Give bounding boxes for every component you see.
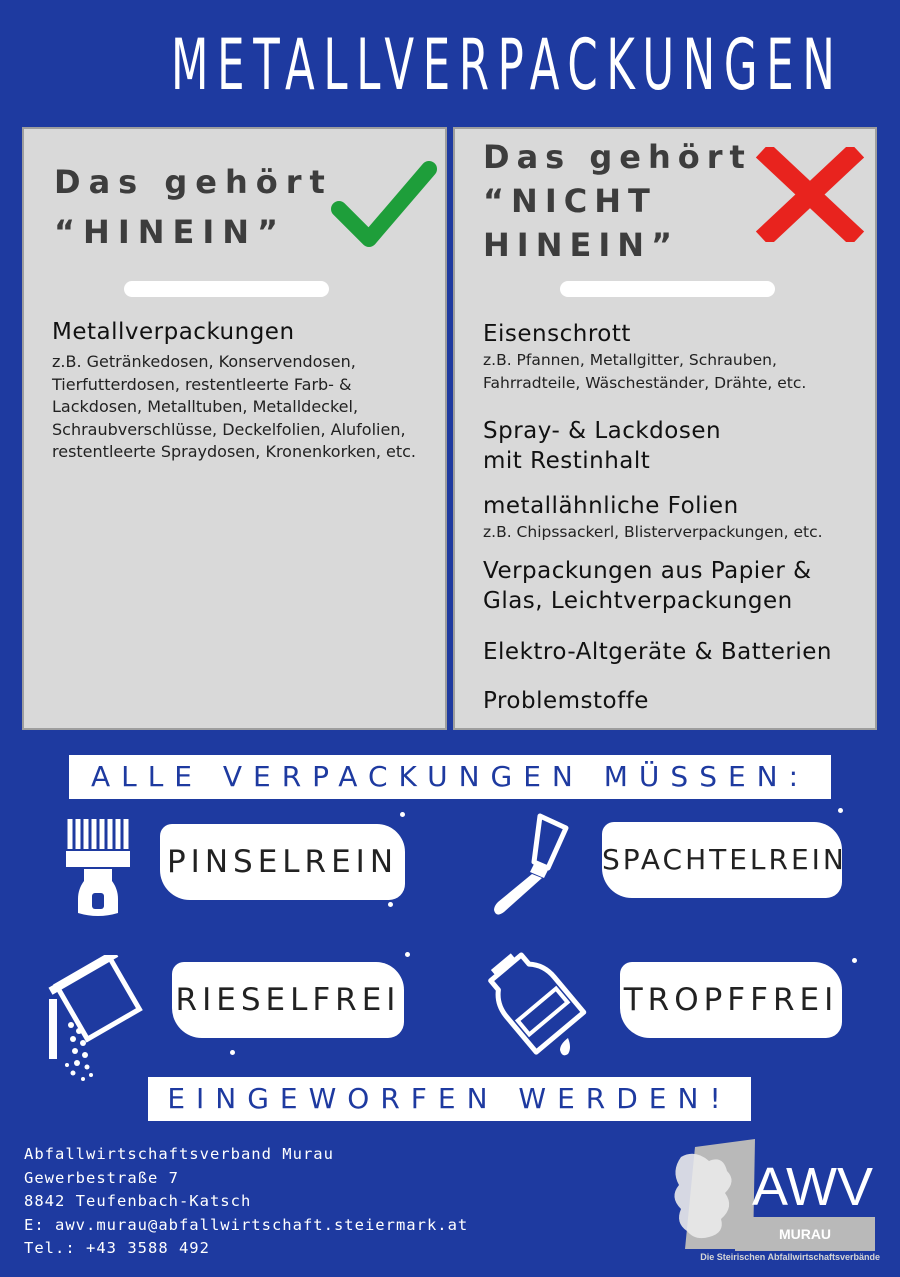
not-allowed-item-title: Spray- & Lackdosen mit Restinhalt: [483, 418, 722, 474]
badge-spachtelrein: [602, 822, 847, 898]
allowed-items: [52, 317, 432, 464]
contact-info: [24, 1143, 469, 1261]
badge-rieselfrei: [172, 962, 404, 1038]
paintbrush-icon: [58, 815, 138, 920]
panel-not-allowed: [453, 127, 877, 730]
pouring-container-icon: [45, 955, 150, 1085]
not-allowed-heading-line1: Das gehört: [483, 138, 752, 176]
brush-divider: [560, 281, 775, 297]
paint-splatter: [405, 952, 410, 957]
not-allowed-heading-line2: “NICHT: [483, 182, 657, 220]
badge-tropffrei-label: TROPFFREI: [623, 982, 839, 1018]
not-allowed-item: [483, 556, 873, 616]
not-allowed-item: [483, 319, 873, 394]
logo-sub: MURAU: [778, 1226, 832, 1242]
requirements-banner: ALLE VERPACKUNGEN MÜSSEN:: [69, 755, 831, 799]
allowed-heading-line1: Das gehört: [54, 163, 333, 201]
phone-number[interactable]: Tel.: +43 3588 492: [24, 1239, 210, 1257]
not-allowed-item: [483, 686, 873, 716]
not-allowed-heading-line3: HINEIN”: [483, 226, 680, 264]
city-address: 8842 Teufenbach-Katsch: [24, 1192, 252, 1210]
checkmark-icon: [329, 159, 439, 254]
street-address: Gewerbestraße 7: [24, 1168, 179, 1187]
bottle-drip-icon: [478, 950, 588, 1062]
email-address[interactable]: E: awv.murau@abfallwirtschaft.steiermark.at: [24, 1215, 469, 1234]
paint-splatter: [400, 812, 405, 817]
disposal-banner: EINGEWORFEN WERDEN!: [148, 1077, 751, 1121]
page-title: METALLVERPACKUNGEN: [171, 24, 844, 106]
allowed-item-examples: z.B. Getränkedosen, Konservendosen, Tierfutterdosen, restentleerte Farb- & Lackdosen, Metalltuben, Metalldeckel, Schraubverschlüsse, Deckelfolien, Alufolien, restentleerte Spraydosen, Kronenkorken, etc.: [52, 352, 416, 461]
cross-icon: [755, 147, 865, 242]
paint-splatter: [838, 808, 843, 813]
awv-logo: [665, 1137, 880, 1267]
not-allowed-item: [483, 416, 873, 476]
logo-tagline: Die Steirischen Abfallwirtschaftsverbände: [700, 1252, 880, 1262]
not-allowed-heading: [483, 135, 773, 267]
badge-rieselfrei-label: RIESELFREI: [175, 982, 401, 1018]
spatula-icon: [490, 812, 570, 920]
not-allowed-item-examples: z.B. Pfannen, Metallgitter, Schrauben, Fahrradteile, Wäscheständer, Drähte, etc.: [483, 351, 807, 392]
allowed-heading: [54, 157, 354, 257]
not-allowed-item-title: Problemstoffe: [483, 688, 649, 714]
paint-splatter: [852, 958, 857, 963]
not-allowed-item-title: Elektro-Altgeräte & Batterien: [483, 639, 832, 665]
not-allowed-item-title: Verpackungen aus Papier & Glas, Leichtverpackungen: [483, 558, 812, 614]
org-name: Abfallwirtschaftsverband Murau: [24, 1145, 334, 1163]
not-allowed-item-examples: z.B. Chipssackerl, Blisterverpackungen, etc.: [483, 523, 823, 541]
not-allowed-item: [483, 491, 873, 544]
not-allowed-item-title: metallähnliche Folien: [483, 493, 739, 519]
badge-pinselrein-label: PINSELREIN: [166, 844, 399, 880]
badge-spachtelrein-label: SPACHTELREIN: [602, 843, 847, 876]
badge-tropffrei: [620, 962, 842, 1038]
brush-divider: [124, 281, 329, 297]
not-allowed-item: [483, 637, 873, 667]
not-allowed-item-title: Eisenschrott: [483, 321, 631, 347]
badge-pinselrein: [160, 824, 405, 900]
allowed-item-title: Metallverpackungen: [52, 319, 295, 345]
panel-allowed: [22, 127, 447, 730]
paint-splatter: [230, 1050, 235, 1055]
logo-letters: AWV: [752, 1157, 873, 1217]
paint-splatter: [388, 902, 393, 907]
allowed-heading-line2: “HINEIN”: [54, 213, 287, 251]
